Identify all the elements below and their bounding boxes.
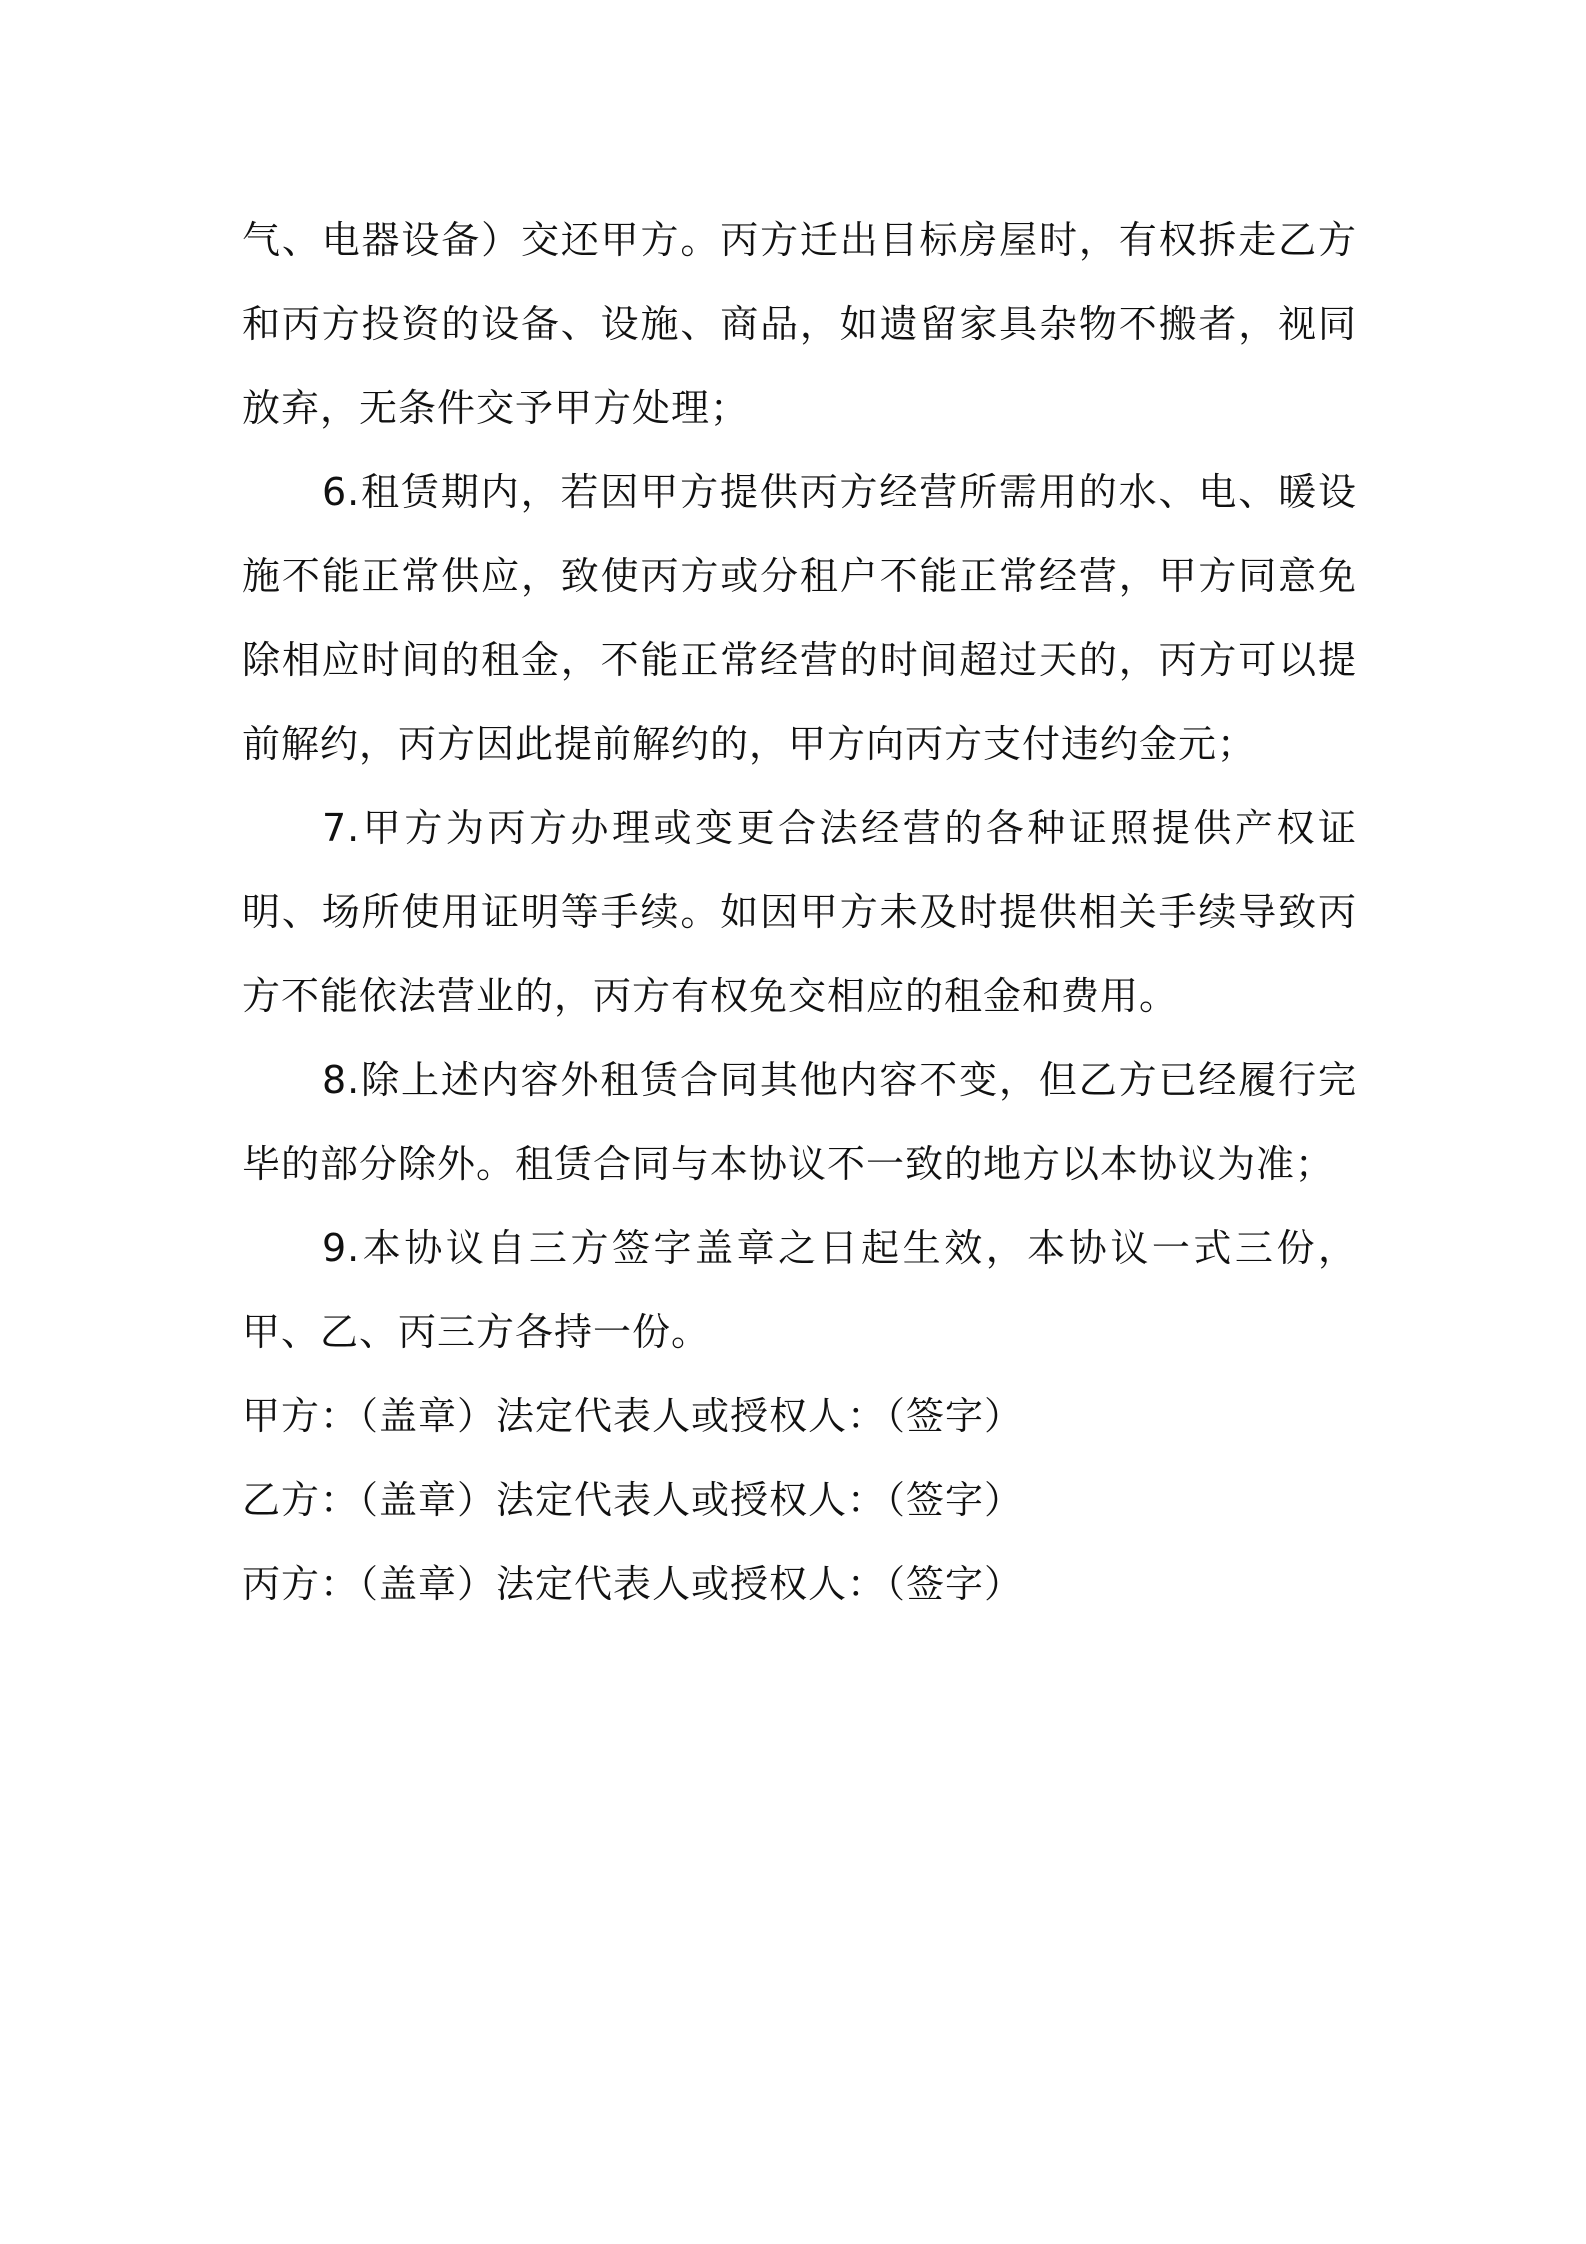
document-body [242, 198, 1357, 1626]
paragraph-8: 8.除上述内容外租赁合同其他内容不变，但乙方已经履行完毕的部分除外。租赁合同与本协议不一致的地方以本协议为准； [242, 1058, 1357, 1186]
signature-line-party-c: 丙方：（盖章）法定代表人或授权人：（签字） [242, 1562, 1024, 1606]
paragraph-5-continued: 气、电器设备）交还甲方。丙方迁出目标房屋时，有权拆走乙方和丙方投资的设备、设施、商品，如遗留家具杂物不搬者，视同放弃，无条件交予甲方处理； [242, 218, 1357, 430]
signature-line-party-a: 甲方：（盖章）法定代表人或授权人：（签字） [242, 1394, 1024, 1438]
paragraph-9: 9.本协议自三方签字盖章之日起生效，本协议一式三份，甲、乙、丙三方各持一份。 [242, 1226, 1357, 1354]
signature-line-party-b: 乙方：（盖章）法定代表人或授权人：（签字） [242, 1478, 1024, 1522]
paragraph-6: 6.租赁期内，若因甲方提供丙方经营所需用的水、电、暖设施不能正常供应，致使丙方或分租户不能正常经营，甲方同意免除相应时间的租金，不能正常经营的时间超过天的，丙方可以提前解约，丙方因此提前解约的，甲方向丙方支付违约金元； [242, 470, 1357, 766]
paragraph-7: 7.甲方为丙方办理或变更合法经营的各种证照提供产权证明、场所使用证明等手续。如因甲方未及时提供相关手续导致丙方不能依法营业的，丙方有权免交相应的租金和费用。 [242, 806, 1357, 1018]
